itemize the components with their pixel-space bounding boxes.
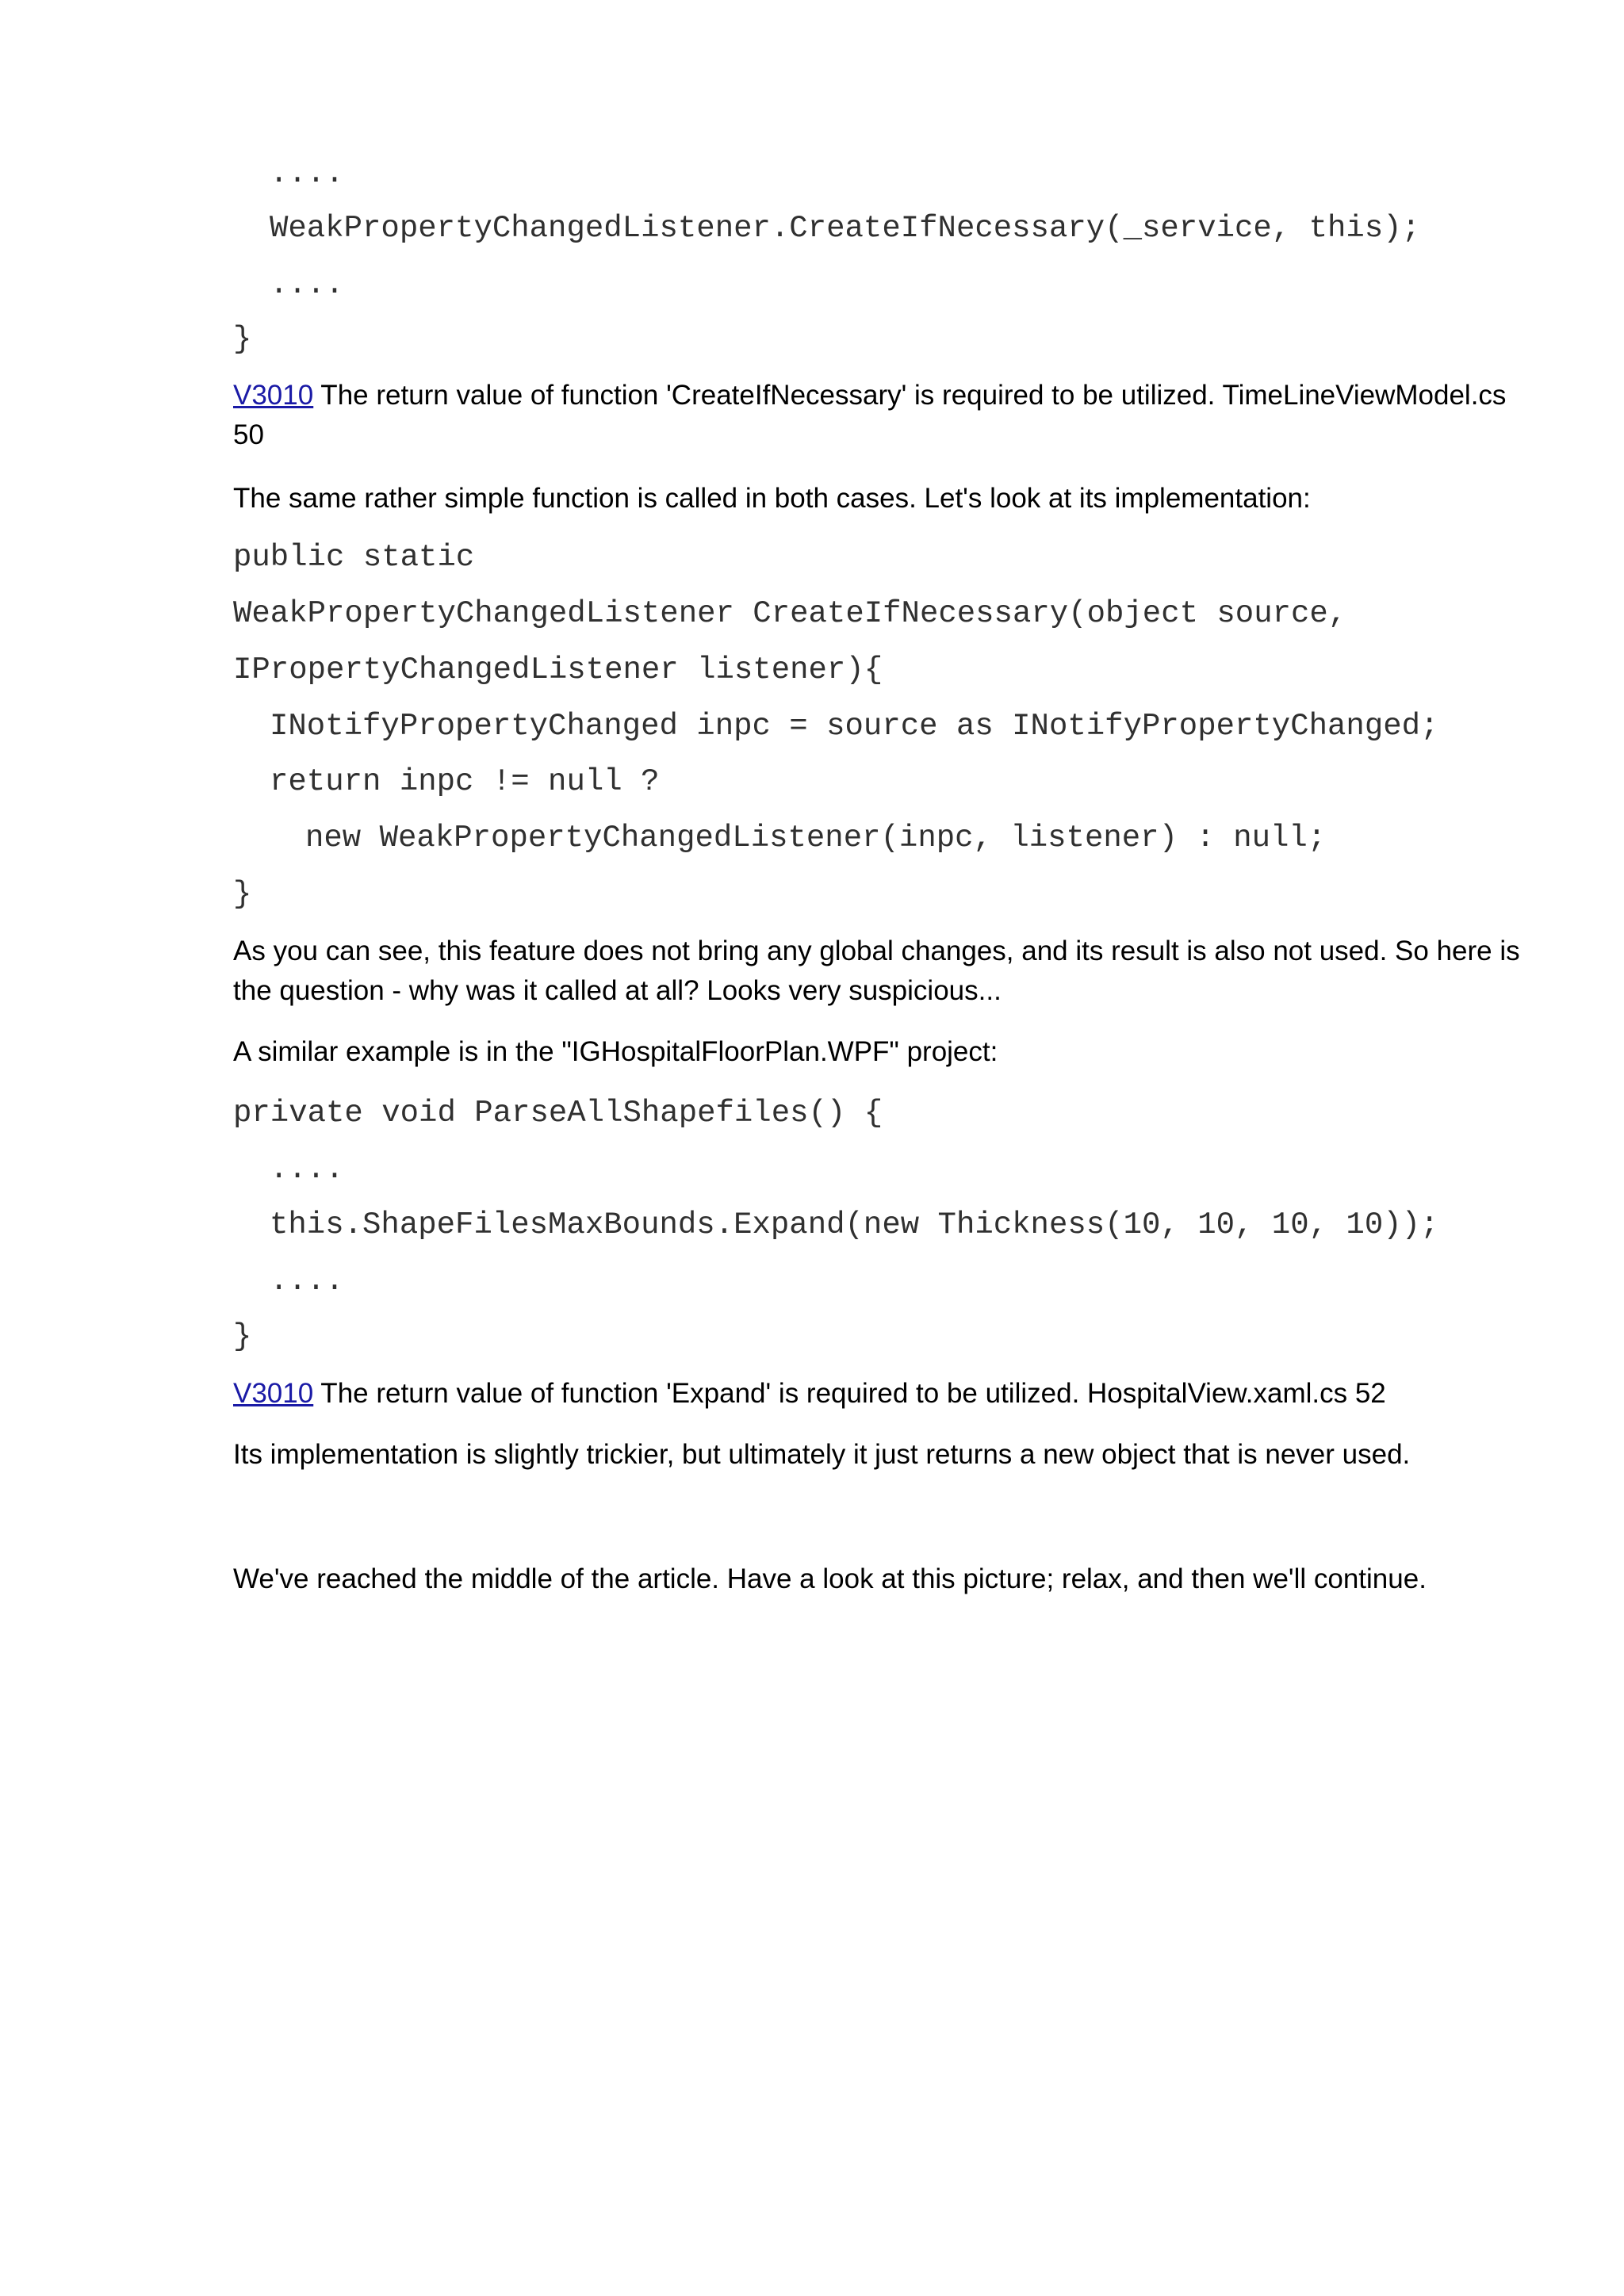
code-line: IPropertyChangedListener listener){: [233, 652, 883, 687]
code-line: INotifyPropertyChanged inpc = source as INotifyPropertyChanged;: [270, 709, 1439, 744]
code-line: private void ParseAllShapefiles() {: [233, 1096, 883, 1131]
body-paragraph: We've reached the middle of the article. Have a look at this picture; relax, and then we'll continue.: [233, 1563, 1427, 1594]
code-line: ....: [270, 156, 344, 191]
body-paragraph: The same rather simple function is called in both cases. Let's look at its implementation:: [233, 483, 1311, 514]
diagnostic-link[interactable]: V3010: [233, 380, 314, 411]
body-paragraph: Its implementation is slightly trickier, but ultimately it just returns a new object that is never used.: [233, 1439, 1411, 1470]
code-line: }: [233, 877, 252, 912]
code-line: ....: [270, 267, 344, 302]
code-line: return inpc != null ?: [270, 764, 660, 799]
code-line: WeakPropertyChangedListener CreateIfNecessary(object source,: [233, 596, 1347, 631]
code-line: ....: [270, 1152, 344, 1187]
code-line: }: [233, 1319, 252, 1354]
body-paragraph: As you can see, this feature does not bring any global changes, and its result is also not used. So here is the question - why was it called at all? Looks very suspicious...: [233, 936, 1520, 1006]
code-line: this.ShapeFilesMaxBounds.Expand(new Thickness(10, 10, 10, 10));: [270, 1207, 1439, 1242]
diagnostic-link[interactable]: V3010: [233, 1378, 314, 1409]
code-line: public static: [233, 540, 475, 575]
code-line: new WeakPropertyChangedListener(inpc, listener) : null;: [305, 821, 1327, 855]
diagnostic-text: The return value of function 'CreateIfNecessary' is required to be utilized. TimeLineViewModel.cs 50: [233, 380, 1507, 450]
code-line: ....: [270, 1264, 344, 1299]
body-paragraph: A similar example is in the "IGHospitalFloorPlan.WPF" project:: [233, 1036, 998, 1067]
diagnostic-message: [233, 1374, 1530, 1414]
diagnostic-message: [233, 376, 1530, 455]
code-line: }: [233, 322, 252, 357]
diagnostic-text: The return value of function 'Expand' is required to be utilized. HospitalView.xaml.cs 52: [313, 1378, 1386, 1409]
code-line: WeakPropertyChangedListener.CreateIfNecessary(_service, this);: [270, 211, 1421, 246]
